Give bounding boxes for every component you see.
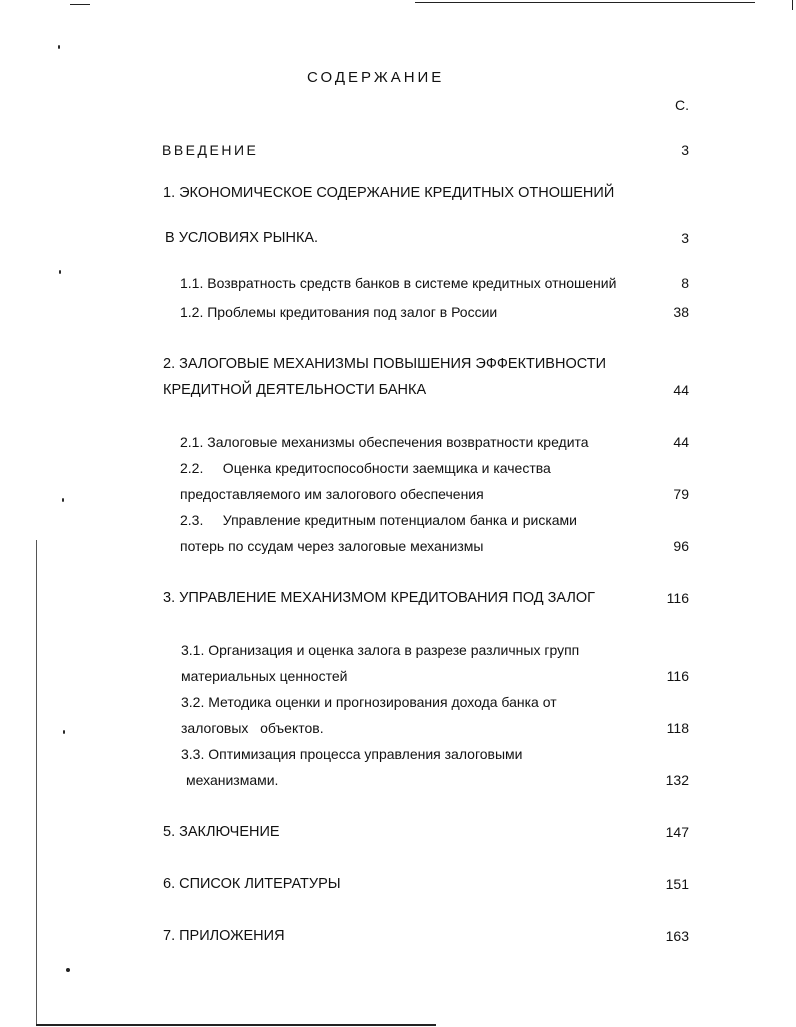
toc-page-conclusion: 147 [665,824,689,840]
toc-page-references: 151 [665,876,689,892]
toc-page-chapter-2: 44 [673,382,689,398]
toc-entry-3-2-cont: залоговых объектов. [181,720,324,736]
scan-border-top-short [70,4,90,5]
toc-page-2-1: 44 [673,434,689,450]
toc-entry-2-2: 2.2. Оценка кредитоспособности заемщика и качества [180,460,551,476]
toc-entry-1-2: 1.2. Проблемы кредитования под залог в России [180,304,498,320]
toc-page-3-1: 116 [666,668,689,684]
toc-entry-references: 6. СПИСОК ЛИТЕРАТУРЫ [163,876,341,892]
scan-speck [66,968,70,972]
page-title: СОДЕРЖАНИЕ [307,69,445,86]
toc-entry-3-1-cont: материальных ценностей [181,668,348,684]
scan-speck [63,730,65,734]
toc-entry-intro: ВВЕДЕНИЕ [162,142,259,158]
toc-page-1-2: 38 [673,304,689,320]
toc-page-intro: 3 [681,142,689,158]
toc-page-1-1: 8 [681,275,689,291]
toc-entry-appendices: 7. ПРИЛОЖЕНИЯ [163,928,285,944]
toc-entry-chapter-3: 3. УПРАВЛЕНИЕ МЕХАНИЗМОМ КРЕДИТОВАНИЯ ПОД ЗАЛОГ [163,590,596,606]
toc-entry-2-2-cont: предоставляемого им залогового обеспечения [180,486,484,502]
scan-speck [58,45,60,49]
toc-page-3-3: 132 [665,772,689,788]
toc-entry-3-3-cont: механизмами. [186,772,279,788]
scan-border-bottom [36,1024,436,1026]
toc-page-chapter-3: 116 [666,590,689,606]
toc-entry-chapter-2-cont: КРЕДИТНОЙ ДЕЯТЕЛЬНОСТИ БАНКА [163,382,427,398]
scan-border-top [415,2,755,3]
toc-entry-chapter-2: 2. ЗАЛОГОВЫЕ МЕХАНИЗМЫ ПОВЫШЕНИЯ ЭФФЕКТИВНОСТИ [163,356,606,372]
scan-border-left [36,540,37,1025]
toc-entry-chapter-1: 1. ЭКОНОМИЧЕСКОЕ СОДЕРЖАНИЕ КРЕДИТНЫХ ОТНОШЕНИЙ [163,185,615,201]
toc-entry-2-1: 2.1. Залоговые механизмы обеспечения возвратности кредита [180,434,589,450]
toc-entry-3-2: 3.2. Методика оценки и прогнозирования дохода банка от [181,694,557,710]
scan-speck [59,270,61,274]
toc-entry-2-3-cont: потерь по ссудам через залоговые механизмы [180,538,484,554]
toc-page-chapter-1: 3 [681,230,689,246]
toc-entry-2-3: 2.3. Управление кредитным потенциалом банка и рисками [180,512,578,528]
scan-border-right [792,0,793,10]
toc-page-3-2: 118 [666,720,689,736]
scan-speck [62,498,64,502]
toc-entry-conclusion: 5. ЗАКЛЮЧЕНИЕ [163,824,280,840]
toc-page-2-3: 96 [673,538,689,554]
page-column-label: С. [675,97,689,113]
toc-entry-3-1: 3.1. Организация и оценка залога в разрезе различных групп [181,642,580,658]
toc-page-2-2: 79 [673,486,689,502]
toc-page-appendices: 163 [665,928,689,944]
toc-entry-3-3: 3.3. Оптимизация процесса управления залоговыми [181,746,523,762]
toc-entry-1-1: 1.1. Возвратность средств банков в системе кредитных отношений [180,275,617,291]
toc-entry-chapter-1-cont: В УСЛОВИЯХ РЫНКА. [165,230,319,246]
